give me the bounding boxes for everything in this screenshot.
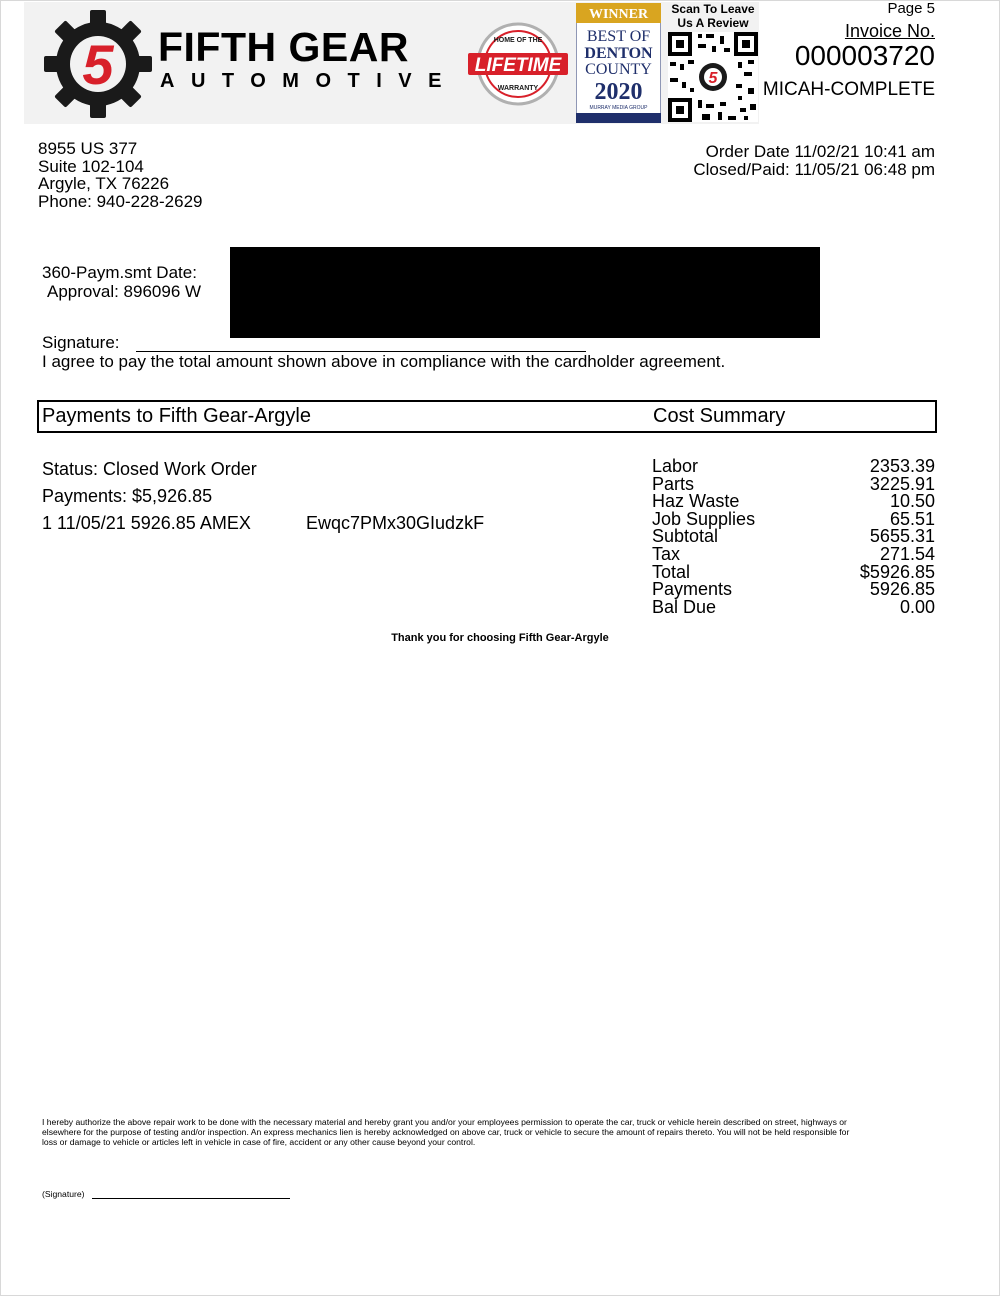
brand-name: FIFTH GEAR: [158, 24, 409, 70]
address-line1: 8955 US 377: [38, 139, 138, 158]
award-line2: DENTON: [584, 45, 653, 62]
statement-approval: Approval: 896096 W: [47, 282, 202, 301]
qr-logo-mark: 5: [708, 70, 718, 87]
cost-summary-value: 0.00: [899, 596, 935, 617]
payment-statement: [42, 263, 201, 301]
page-number: Page 5: [887, 0, 935, 17]
cost-summary-value: $5926.85: [859, 561, 935, 582]
shop-address: [38, 140, 202, 210]
invoice-tag: MICAH-COMPLETE: [762, 79, 935, 100]
payment-row: 1 11/05/21 5926.85 AMEX: [42, 513, 251, 533]
award-winner-text: WINNER: [588, 7, 649, 22]
award-line3: COUNTY: [585, 61, 652, 78]
lifetime-warranty-badge: [466, 20, 570, 108]
footer-signature-label: (Signature): [42, 1189, 85, 1199]
cost-summary-label: Tax: [652, 543, 681, 564]
cost-summary-value: 5926.85: [869, 579, 935, 600]
award-line1: BEST OF: [586, 28, 651, 45]
award-year: 2020: [594, 79, 643, 105]
invoice-number: 000003720: [794, 40, 935, 71]
cost-summary-label: Total: [652, 561, 691, 582]
badge-bottom-text: WARRANTY: [497, 85, 539, 92]
scan-review-text: Scan To Leave Us A Review: [671, 2, 755, 30]
cost-summary-value: 271.54: [879, 543, 935, 564]
cost-summary-label: Haz Waste: [652, 491, 740, 512]
logo-mark: 5: [82, 33, 114, 96]
gear-logo-icon: [42, 8, 154, 120]
order-date: Order Date 11/02/21 10:41 am: [705, 142, 935, 161]
cost-summary-values: [860, 458, 935, 616]
cost-summary-title: Cost Summary: [653, 405, 786, 427]
cost-summary-value: 10.50: [889, 491, 935, 512]
cost-summary-value: 2353.39: [869, 456, 935, 476]
badge-top-text: HOME OF THE: [493, 37, 543, 44]
cost-summary-labels: [652, 458, 755, 616]
cost-summary-label: Subtotal: [652, 526, 719, 547]
signature-label: Signature:: [42, 333, 120, 352]
cost-summary-value: 3225.91: [869, 473, 935, 494]
order-dates: [693, 143, 935, 179]
work-order-status: Status: Closed Work Order: [42, 459, 257, 479]
redaction-block: [230, 247, 820, 338]
brand-subtitle: AUTOMOTIVE: [160, 70, 458, 92]
cost-summary-label: Job Supplies: [652, 508, 756, 529]
invoice-label: Invoice No.: [844, 21, 935, 41]
qr-code-icon[interactable]: [668, 32, 758, 122]
footer-signature-line: [92, 1198, 290, 1199]
authorization-disclaimer: I hereby authorize the above repair work to be done with the necessary material and hereby grant you and/or your employees permission to operate the car, truck or vehicle herein described on street, highways or elsewhere for the purpose of testing and/or inspection. An express mechanics lien is hereby acknowledged on above car, truck or vehicle to secure the amount of repairs thereto. You will not be held responsible for loss or damage to vehicle or articles left in vehicle in case of fire, accident or any other cause beyond your control.: [42, 1117, 850, 1147]
cardholder-agreement: I agree to pay the total amount shown above in compliance with the cardholder agreement.: [42, 352, 726, 371]
cost-summary-value: 5655.31: [869, 526, 935, 547]
statement-line1: 360-Paym.smt Date:: [42, 263, 197, 282]
shop-phone: Phone: 940-228-2629: [38, 191, 203, 211]
payments-title: Payments to Fifth Gear-Argyle: [42, 405, 311, 427]
cost-summary-label: Labor: [652, 456, 699, 476]
cost-summary-value: 65.51: [889, 508, 935, 529]
address-line2: Suite 102-104: [38, 156, 144, 176]
payment-reference: Ewqc7PMx30GIudzkF: [306, 513, 485, 533]
closed-paid-date: Closed/Paid: 11/05/21 06:48 pm: [693, 160, 935, 179]
badge-main-text: LIFETIME: [474, 55, 562, 76]
payments-total: Payments: $5,926.85: [42, 486, 213, 506]
cost-summary-label: Bal Due: [652, 596, 717, 617]
cost-summary-label: Payments: [652, 579, 733, 600]
award-badge: [576, 3, 661, 123]
thank-you-note: Thank you for choosing Fifth Gear-Argyle: [391, 632, 609, 644]
address-line3: Argyle, TX 76226: [38, 174, 170, 193]
award-publisher: MURRAY MEDIA GROUP: [589, 105, 648, 111]
cost-summary-label: Parts: [652, 473, 695, 494]
